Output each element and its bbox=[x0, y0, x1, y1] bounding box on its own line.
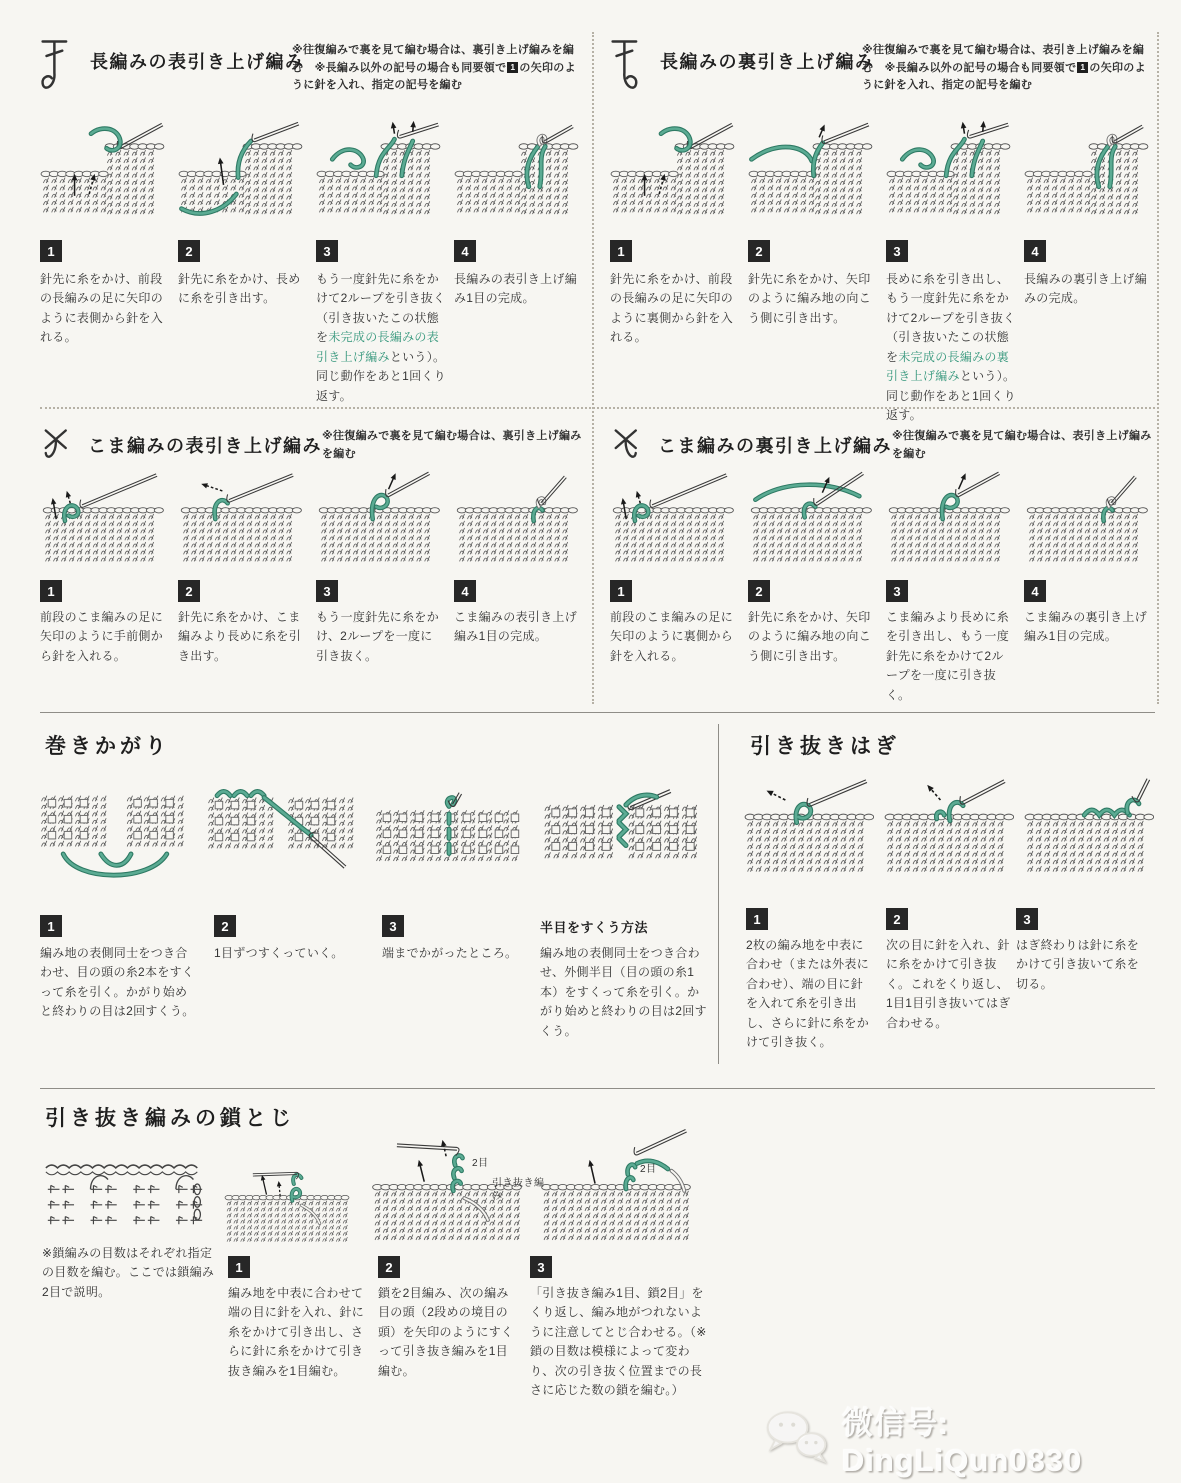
step-text: 針先に糸をかけ、矢印のように編み地の向こう側に引き出す。 bbox=[748, 610, 872, 663]
step-text-highlight: 未完成の長編みの裏引き上げ編み bbox=[886, 349, 1010, 384]
step-text: 1目ずつすくっていく。 bbox=[214, 946, 344, 960]
watermark-text: 微信号: DingLiQun0830 bbox=[842, 1406, 1083, 1478]
step-text: もう一度針先に糸をかけ、2ループを一度に引き抜く。 bbox=[316, 610, 440, 663]
step-text bbox=[886, 270, 1018, 426]
illustration-makikagari-step-3 bbox=[370, 772, 530, 904]
step-text: 「引き抜き編み1目、鎖2目」をくり返し、編み地がつれないように注意してとじ合わせる。（※鎖の目数は模様によって変わり、次の引き抜く位置までの長さに応じた数の鎖を編む。） bbox=[530, 1286, 707, 1398]
step-text: 編み地の表側同士をつき合わせ、外側半目（目の頭の糸1本）をすくって糸を引く。かがり始めと終わりの目は2回すくう。 bbox=[540, 946, 707, 1038]
step-text-part: という）。同じ動作をあと1回くり返す。 bbox=[316, 349, 446, 403]
step-ref-badge: 1 bbox=[1077, 62, 1088, 73]
section-note: ※往復編みで裏を見て編む場合は、表引き上げ編みを編む bbox=[892, 430, 1152, 460]
illustration-kusaritoji-step-1 bbox=[212, 1140, 362, 1250]
section-note: ※鎖編みの目数はそれぞれ指定の目数を編む。ここでは鎖編み2目で説明。 bbox=[42, 1246, 215, 1299]
illustration-bpsc-step-2 bbox=[746, 468, 874, 572]
step-text: 2枚の編み地を中表に合わせ（または外表に合わせ）、端の目に針を入れて糸を引き出し、さらに針に糸をかけて引き抜く。 bbox=[746, 938, 870, 1050]
fpdc-chart-symbol-icon bbox=[40, 36, 74, 102]
step-text: 次の目に針を入れ、針に糸をかけて引き抜く。これをくり返し、1目1目引き抜いてはぎ合わせる。 bbox=[886, 938, 1011, 1030]
illustration-fpdc-step-1 bbox=[38, 112, 166, 234]
step-text: 長編みの表引き上げ編み1目の完成。 bbox=[454, 272, 578, 306]
illustration-fpdc-step-2 bbox=[176, 112, 304, 234]
sub-section-title: 半目をすくう方法 bbox=[540, 920, 649, 935]
divider bbox=[1157, 32, 1159, 704]
wechat-icon bbox=[764, 1408, 830, 1469]
section-title: こま編みの裏引き上げ編み bbox=[658, 436, 892, 456]
step-text: 針先に糸をかけ、前段の長編みの足に矢印のように表側から針を入れる。 bbox=[40, 272, 164, 345]
step-text: 針先に糸をかけ、こま編みより長めに糸を引き出す。 bbox=[178, 610, 302, 663]
illustration-kusaritoji-step-3 bbox=[530, 1118, 702, 1250]
step-number-badge: 3 bbox=[316, 580, 338, 602]
step-number-badge: 2 bbox=[886, 908, 908, 930]
section-title: こま編みの表引き上げ編み bbox=[88, 436, 322, 456]
step-number-badge: 4 bbox=[1024, 240, 1046, 262]
step-number-badge: 1 bbox=[40, 240, 62, 262]
step-text-highlight: 未完成の長編みの表引き上げ編み bbox=[316, 330, 440, 364]
illustration-label: 2目 bbox=[472, 1158, 489, 1169]
divider bbox=[40, 712, 1155, 713]
illustration-bpsc-step-3 bbox=[884, 468, 1012, 572]
step-number-badge: 1 bbox=[40, 580, 62, 602]
step-text-part: 長めに糸を引き出し、もう一度針先に糸をかけて2ループを引き抜く（引き抜いたこの状態を bbox=[886, 272, 1016, 364]
illustration-fpdc-step-4 bbox=[452, 112, 580, 234]
step-text: 編み地の表側同士をつき合わせ、目の頭の糸2本をすくって糸を引く。かがり始めと終わりの目は2回すくう。 bbox=[40, 946, 195, 1019]
note-text: ※往復編みで裏を見て編む場合は、表引き上げ編みを編む ※長編み以外の記号の場合も同要領で bbox=[862, 44, 1145, 74]
step-text: こま編みの裏引き上げ編み1目の完成。 bbox=[1024, 610, 1148, 644]
step-number-badge: 1 bbox=[746, 908, 768, 930]
step-text: 鎖を2目編み、次の編み目の頭（2段めの境目の頭）を矢印のようにすくって引き抜き編みを1目編む。 bbox=[378, 1286, 514, 1378]
section-note bbox=[292, 42, 584, 95]
step-text: 編み地を中表に合わせて端の目に針を入れ、針に糸をかけて引き出し、さらに針に糸をかけて引き抜き編みを1目編む。 bbox=[228, 1286, 365, 1378]
step-number-badge: 4 bbox=[454, 240, 476, 262]
section-title: 引き抜きはぎ bbox=[750, 734, 900, 758]
step-number-badge: 3 bbox=[316, 240, 338, 262]
step-number-badge: 2 bbox=[214, 915, 236, 937]
section-note: ※往復編みで裏を見て編む場合は、裏引き上げ編みを編む bbox=[322, 430, 582, 460]
bpdc-chart-symbol-icon bbox=[610, 36, 644, 102]
step-number-badge: 1 bbox=[610, 580, 632, 602]
illustration-bpsc-step-4 bbox=[1022, 468, 1150, 572]
step-text: こま編みの表引き上げ編み1目の完成。 bbox=[454, 610, 578, 644]
illustration-fpsc-step-4 bbox=[452, 468, 580, 572]
step-text: こま編みより長めに糸を引き出し、もう一度針先に糸をかけて2ループを一度に引き抜く。 bbox=[886, 610, 1010, 702]
step-number-badge: 1 bbox=[228, 1256, 250, 1278]
illustration-hagi-step-3 bbox=[1022, 770, 1154, 896]
illustration-makikagari-step-1 bbox=[35, 772, 195, 904]
illustration-label: 2目 bbox=[640, 1164, 657, 1175]
step-number-badge: 2 bbox=[378, 1256, 400, 1278]
illustration-bpsc-step-1 bbox=[608, 468, 736, 572]
illustration-kusaritoji-chart bbox=[42, 1160, 207, 1238]
step-number-badge: 1 bbox=[40, 915, 62, 937]
illustration-fpsc-step-2 bbox=[176, 468, 304, 572]
illustration-label: 引き抜き編み bbox=[492, 1178, 545, 1202]
illustration-fpsc-step-1 bbox=[38, 468, 166, 572]
section-note bbox=[862, 42, 1154, 95]
step-text bbox=[316, 270, 448, 406]
step-text: 針先に糸をかけ、矢印のように編み地の向こう側に引き出す。 bbox=[748, 272, 872, 325]
step-text-part: もう一度針先に糸をかけて2ループを引き抜く（引き抜いたこの状態を bbox=[316, 272, 446, 345]
illustration-makikagari-half-stitch bbox=[538, 772, 706, 904]
step-text: 針先に糸をかけ、前段の長編みの足に矢印のように裏側から針を入れる。 bbox=[610, 272, 734, 345]
illustration-bpdc-step-3 bbox=[884, 112, 1012, 234]
step-number-badge: 3 bbox=[886, 580, 908, 602]
illustration-bpdc-step-2 bbox=[746, 112, 874, 234]
step-number-badge: 3 bbox=[1016, 908, 1038, 930]
step-number-badge: 3 bbox=[886, 240, 908, 262]
step-text: 前段のこま編みの足に矢印のように手前側から針を入れる。 bbox=[40, 610, 164, 663]
step-number-badge: 4 bbox=[1024, 580, 1046, 602]
watermark bbox=[764, 1398, 1181, 1479]
illustration-fpdc-step-3 bbox=[314, 112, 442, 234]
note-text: の矢印のように針を入れ、指定の記号を編む bbox=[862, 61, 1146, 92]
step-text: はぎ終わりは針に糸をかけて引き抜いて糸を切る。 bbox=[1016, 938, 1140, 991]
step-text-part: という）。同じ動作をあと1回くり返す。 bbox=[886, 369, 1016, 423]
section-title: 長編みの裏引き上げ編み bbox=[660, 52, 875, 72]
step-number-badge: 2 bbox=[178, 240, 200, 262]
illustration-bpdc-step-4 bbox=[1022, 112, 1150, 234]
step-number-badge: 1 bbox=[610, 240, 632, 262]
divider bbox=[592, 32, 594, 704]
step-text: 長編みの裏引き上げ編みの完成。 bbox=[1024, 272, 1148, 306]
illustration-hagi-step-2 bbox=[882, 770, 1014, 896]
step-number-badge: 2 bbox=[178, 580, 200, 602]
section-title: 長編みの表引き上げ編み bbox=[90, 52, 305, 72]
note-text: ※往復編みで裏を見て編む場合は、裏引き上げ編みを編む ※長編み以外の記号の場合も同要領で bbox=[292, 44, 575, 74]
step-ref-badge: 1 bbox=[507, 62, 518, 73]
divider bbox=[40, 1088, 1155, 1089]
illustration-makikagari-step-2 bbox=[202, 772, 362, 904]
divider bbox=[718, 724, 719, 1064]
step-number-badge: 2 bbox=[748, 580, 770, 602]
step-text: 端までかがったところ。 bbox=[382, 946, 518, 960]
step-text: 前段のこま編みの足に矢印のように裏側から針を入れる。 bbox=[610, 610, 734, 663]
illustration-bpdc-step-1 bbox=[608, 112, 736, 234]
note-text: の矢印のように針を入れ、指定の記号を編む bbox=[292, 61, 576, 92]
step-text: 針先に糸をかけ、長めに糸を引き出す。 bbox=[178, 272, 301, 306]
section-title: 巻きかがり bbox=[45, 734, 170, 758]
step-number-badge: 3 bbox=[530, 1256, 552, 1278]
step-number-badge: 3 bbox=[382, 915, 404, 937]
step-number-badge: 4 bbox=[454, 580, 476, 602]
illustration-fpsc-step-3 bbox=[314, 468, 442, 572]
step-number-badge: 2 bbox=[748, 240, 770, 262]
section-title: 引き抜き編みの鎖とじ bbox=[45, 1106, 295, 1130]
illustration-hagi-step-1 bbox=[742, 770, 874, 896]
